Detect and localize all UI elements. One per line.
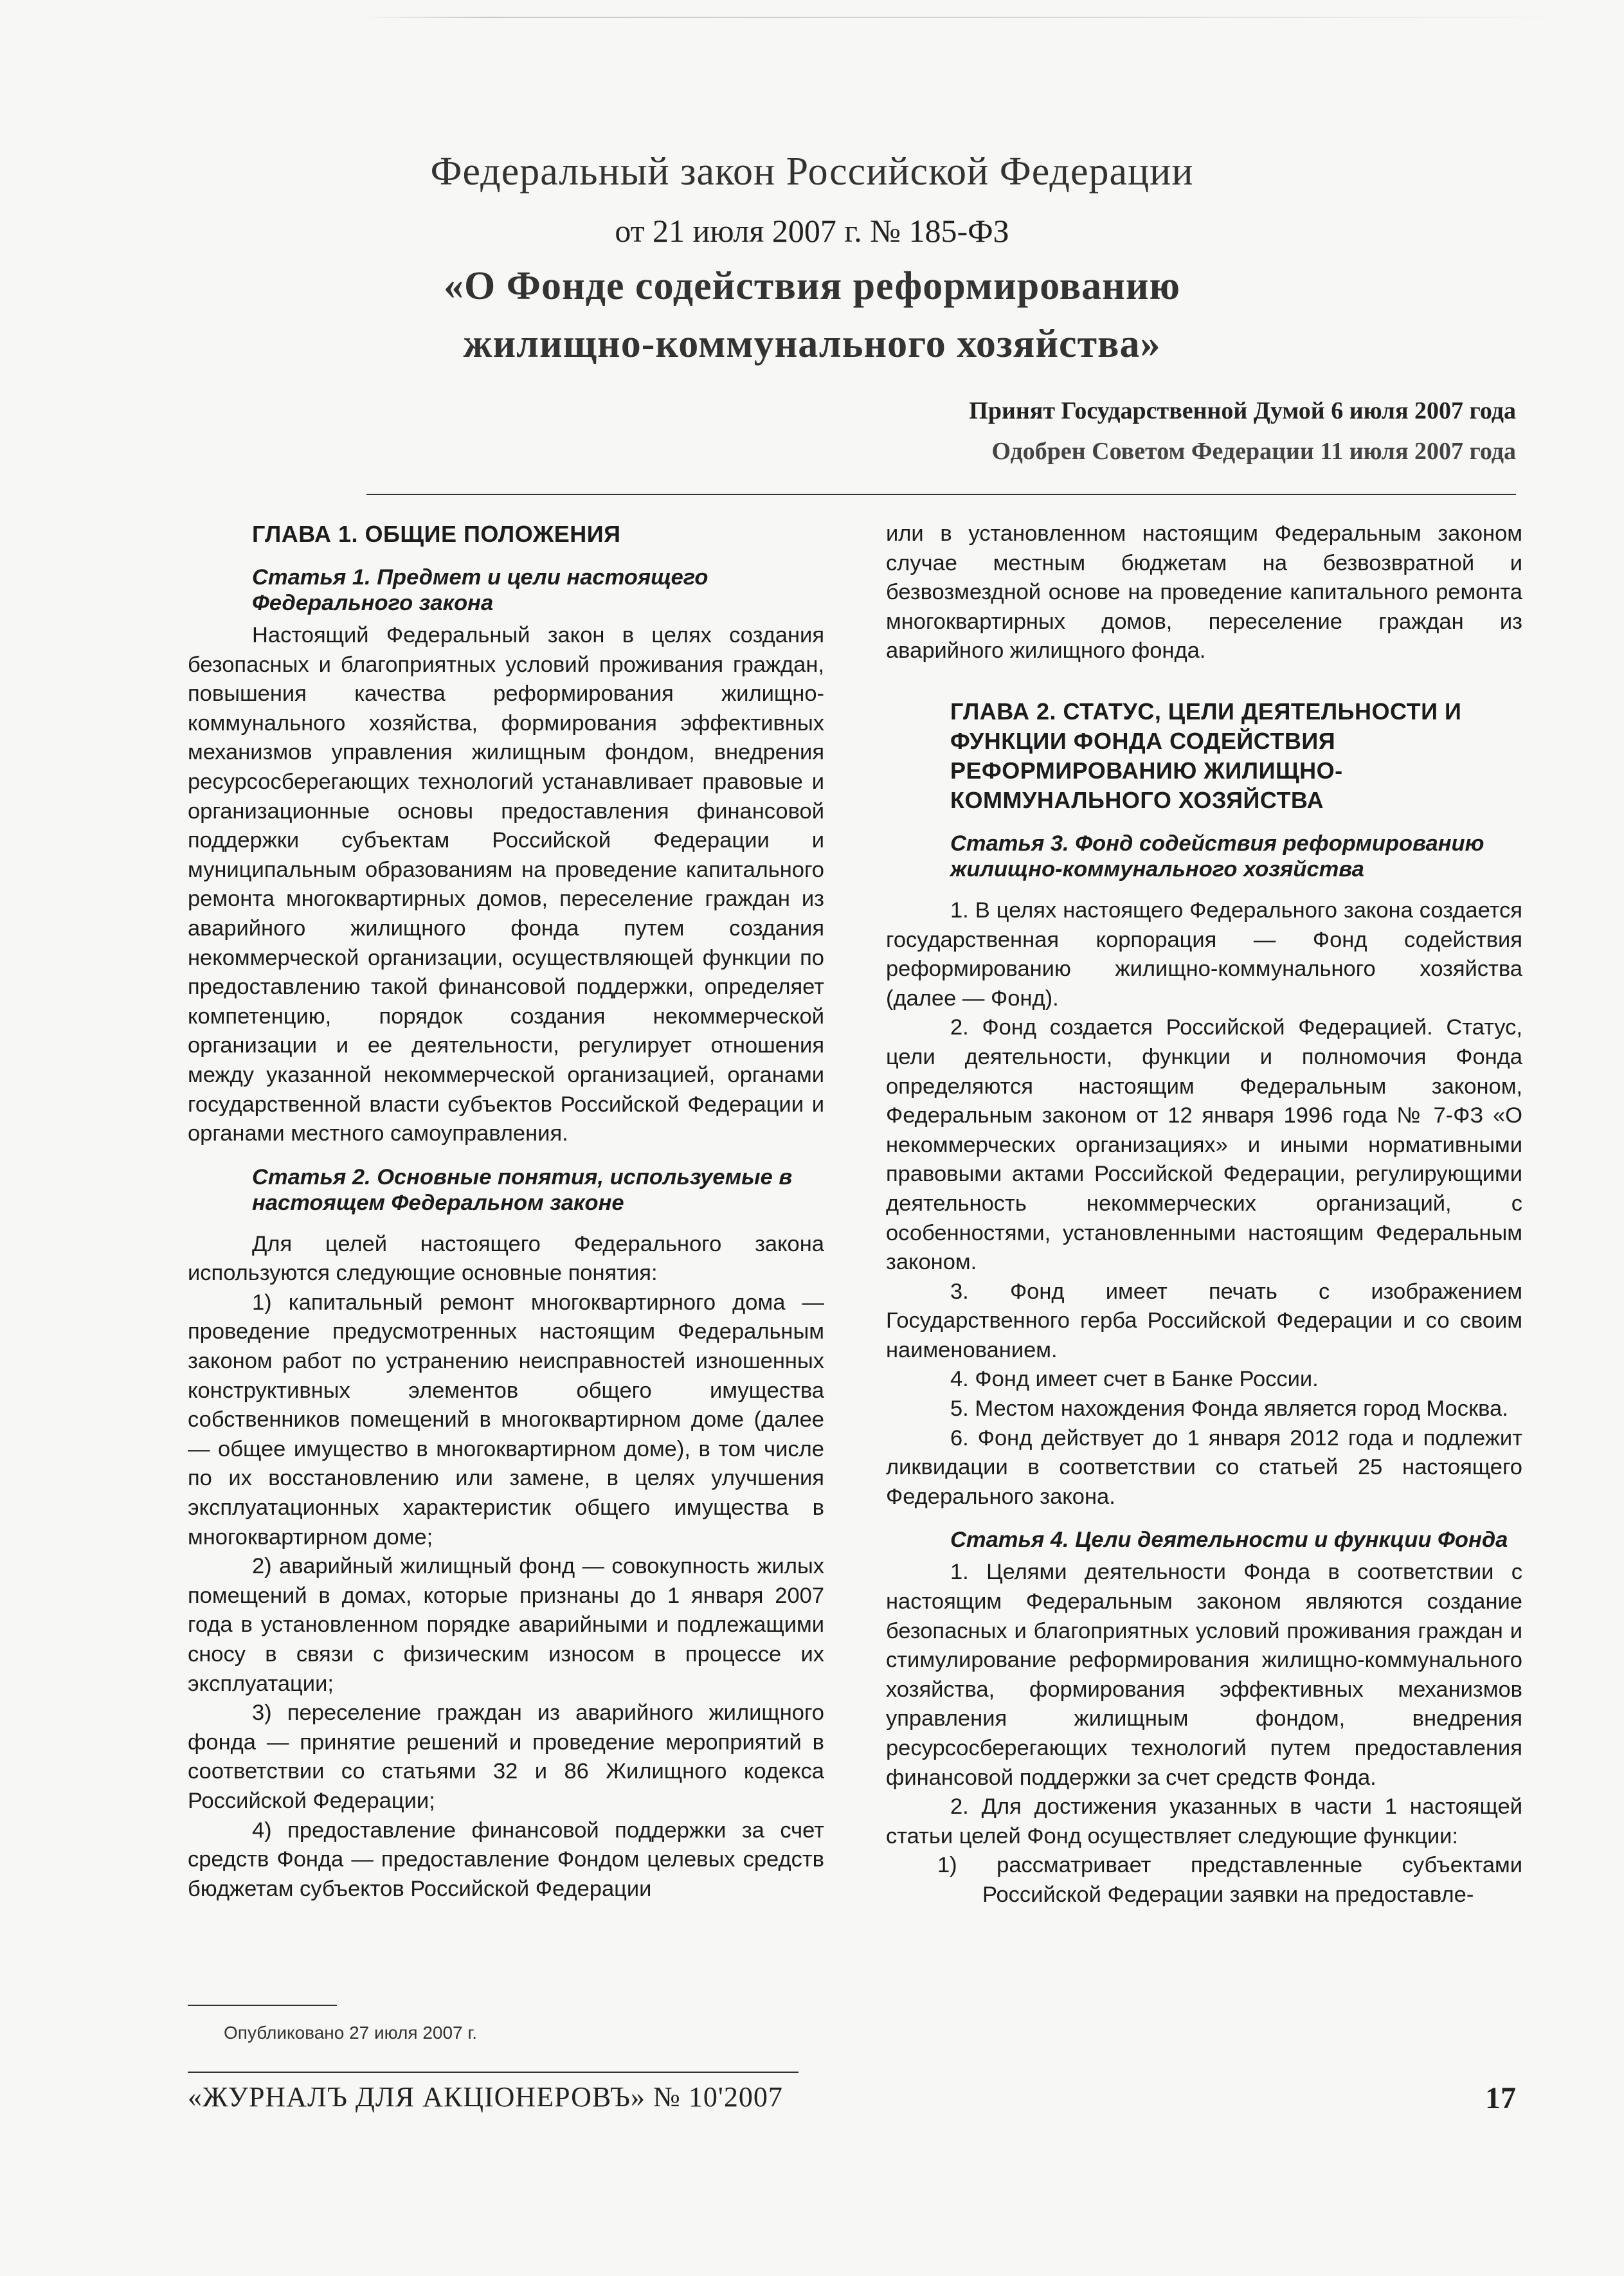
article-2-item-4-continuation: или в установленном настоящим Федеральным законом случае местным бюджетам на безвозвратной и безвозмездной основе на проведение капитального ремонта многоквартирных домов, переселение граждан из аварийного жилищного фонда.	[886, 521, 1522, 664]
header-divider	[366, 494, 1516, 495]
article-3-part-4: 4. Фонд имеет счет в Банке России.	[950, 1367, 1319, 1392]
article-3-part-3: 3. Фонд имеет печать с изображением Государственного герба Российской Федерации и со своим наименованием.	[886, 1279, 1522, 1362]
article-1-heading: Статья 1. Предмет и цели настоящего Федерального закона	[252, 565, 708, 615]
law-subject-line-1: «О Фонде содействия реформированию	[443, 264, 1181, 308]
article-1-text: Настоящий Федеральный закон в целях создания безопасных и благоприятных условий проживания граждан, повышения качества реформирования жилищно-коммунального хозяйства, формирования эффективных механизмов управления жилищным фондом, внедрения ресурсосберегающих технологий устанавливает правовые и организационные основы предоставления финансовой поддержки субъектам Российской Федерации и муниципальным образованиям на проведение капитального ремонта многоквартирных домов, переселение граждан из аварийного жилищного фонда путем создания некоммерческой организации, осуществляющей функции по предоставлению такой финансовой поддержки, определяет компетенцию, порядок создания некоммерческой организации и ее деятельности, регулирует отношения между указанной некоммерческой организацией, органами государственной власти субъектов Российской Федерации и органами местного самоуправления.	[188, 623, 824, 1146]
page-number: 17	[1485, 2081, 1516, 2115]
article-2-item-1: 1) капитальный ремонт многоквартирного дома — проведение предусмотренных настоящим Федеральным законом работ по устранению неисправностей изношенных конструктивных элементов общего имущества собственников помещений в многоквартирном доме (далее — общее имущество в многоквартирном доме), в том числе по их восстановлению или замене, в целях улучшения эксплуатационных характеристик общего имущества в многоквартирном доме;	[188, 1290, 824, 1549]
journal-title: «ЖУРНАЛЪ ДЛЯ АКЦIОНЕРОВЪ» № 10'2007	[188, 2081, 783, 2113]
article-2-intro: Для целей настоящего Федерального закона используются следующие основные понятия:	[188, 1231, 824, 1286]
scan-artifact-line	[360, 17, 1582, 18]
law-subject-line-2: жилищно-коммунального хозяйства»	[463, 322, 1161, 366]
article-3-part-1: 1. В целях настоящего Федерального закона создается государственная корпорация — Фонд содействия реформированию жилищно-коммунального хозяйства (далее — Фонд).	[886, 898, 1522, 1011]
law-title: Федеральный закон Российской Федерации	[430, 150, 1194, 194]
publication-footnote: Опубликовано 27 июля 2007 г.	[224, 2023, 477, 2043]
left-column	[188, 519, 824, 1904]
law-date-number: от 21 июля 2007 г. № 185-ФЗ	[615, 213, 1009, 249]
chapter-1-heading: ГЛАВА 1. ОБЩИЕ ПОЛОЖЕНИЯ	[252, 521, 621, 547]
article-4-heading: Статья 4. Цели деятельности и функции Фонда	[950, 1528, 1508, 1553]
article-3-part-5: 5. Местом нахождения Фонда является город Москва.	[950, 1396, 1508, 1422]
article-3-part-2: 2. Фонд создается Российской Федерацией. Статус, цели деятельности, функции и полномочия Фонда определяются настоящим Федеральным законом, Федеральным законом от 12 января 1996 года № 7-ФЗ «О некоммерческих организациях» и иными нормативными правовыми актами Российской Федерации, регулирующими деятельность некоммерческих организаций, с особенностями, установленными настоящим Федеральным законом.	[886, 1015, 1522, 1275]
footer-divider	[188, 2072, 798, 2073]
right-column	[886, 519, 1522, 1910]
article-3-part-6: 6. Фонд действует до 1 января 2012 года и подлежит ликвидации в соответствии со статьей 25 настоящего Федерального закона.	[886, 1425, 1522, 1509]
article-4-function-1: 1) рассматривает представленные субъектами Российской Федерации заявки на предоставле-	[937, 1853, 1522, 1907]
article-2-item-2: 2) аварийный жилищный фонд — совокупность жилых помещений в домах, которые признаны до 1 января 2007 года в установленном порядке аварийными и подлежащими сносу в связи с физическим износом в процессе их эксплуатации;	[188, 1554, 824, 1696]
article-2-item-3: 3) переселение граждан из аварийного жилищного фонда — принятие решений и проведение мероприятий в соответствии со статьями 32 и 86 Жилищного кодекса Российской Федерации;	[188, 1701, 824, 1813]
adoption-note-duma: Принят Государственной Думой 6 июля 2007 года	[969, 397, 1516, 424]
adoption-note-council: Одобрен Советом Федерации 11 июля 2007 года	[991, 438, 1516, 465]
article-2-item-4: 4) предоставление финансовой поддержки за счет средств Фонда — предоставление Фондом целевых средств бюджетам субъектов Российской Федерации	[188, 1818, 824, 1901]
article-4-part-2: 2. Для достижения указанных в части 1 настоящей статьи целей Фонд осуществляет следующие функции:	[886, 1794, 1522, 1848]
article-4-part-1: 1. Целями деятельности Фонда в соответствии с настоящим Федеральным законом являются создание безопасных и благоприятных условий проживания граждан и стимулирование реформирования жилищно-коммунального хозяйства, формирования эффективных механизмов управления жилищным фондом, внедрения ресурсосберегающих технологий путем предоставления финансовой поддержки за счет средств Фонда.	[886, 1560, 1522, 1790]
article-3-heading: Статья 3. Фонд содействия реформированию жилищно-коммунального хозяйства	[950, 831, 1484, 881]
chapter-2-heading: ГЛАВА 2. СТАТУС, ЦЕЛИ ДЕЯТЕЛЬНОСТИ И ФУНКЦИИ ФОНДА СОДЕЙСТВИЯ РЕФОРМИРОВАНИЮ ЖИЛИЩНО-КОММУНАЛЬНОГО ХОЗЯЙСТВА	[950, 698, 1462, 813]
article-2-heading: Статья 2. Основные понятия, используемые в настоящем Федеральном законе	[252, 1164, 793, 1215]
footnote-divider	[188, 2005, 337, 2006]
